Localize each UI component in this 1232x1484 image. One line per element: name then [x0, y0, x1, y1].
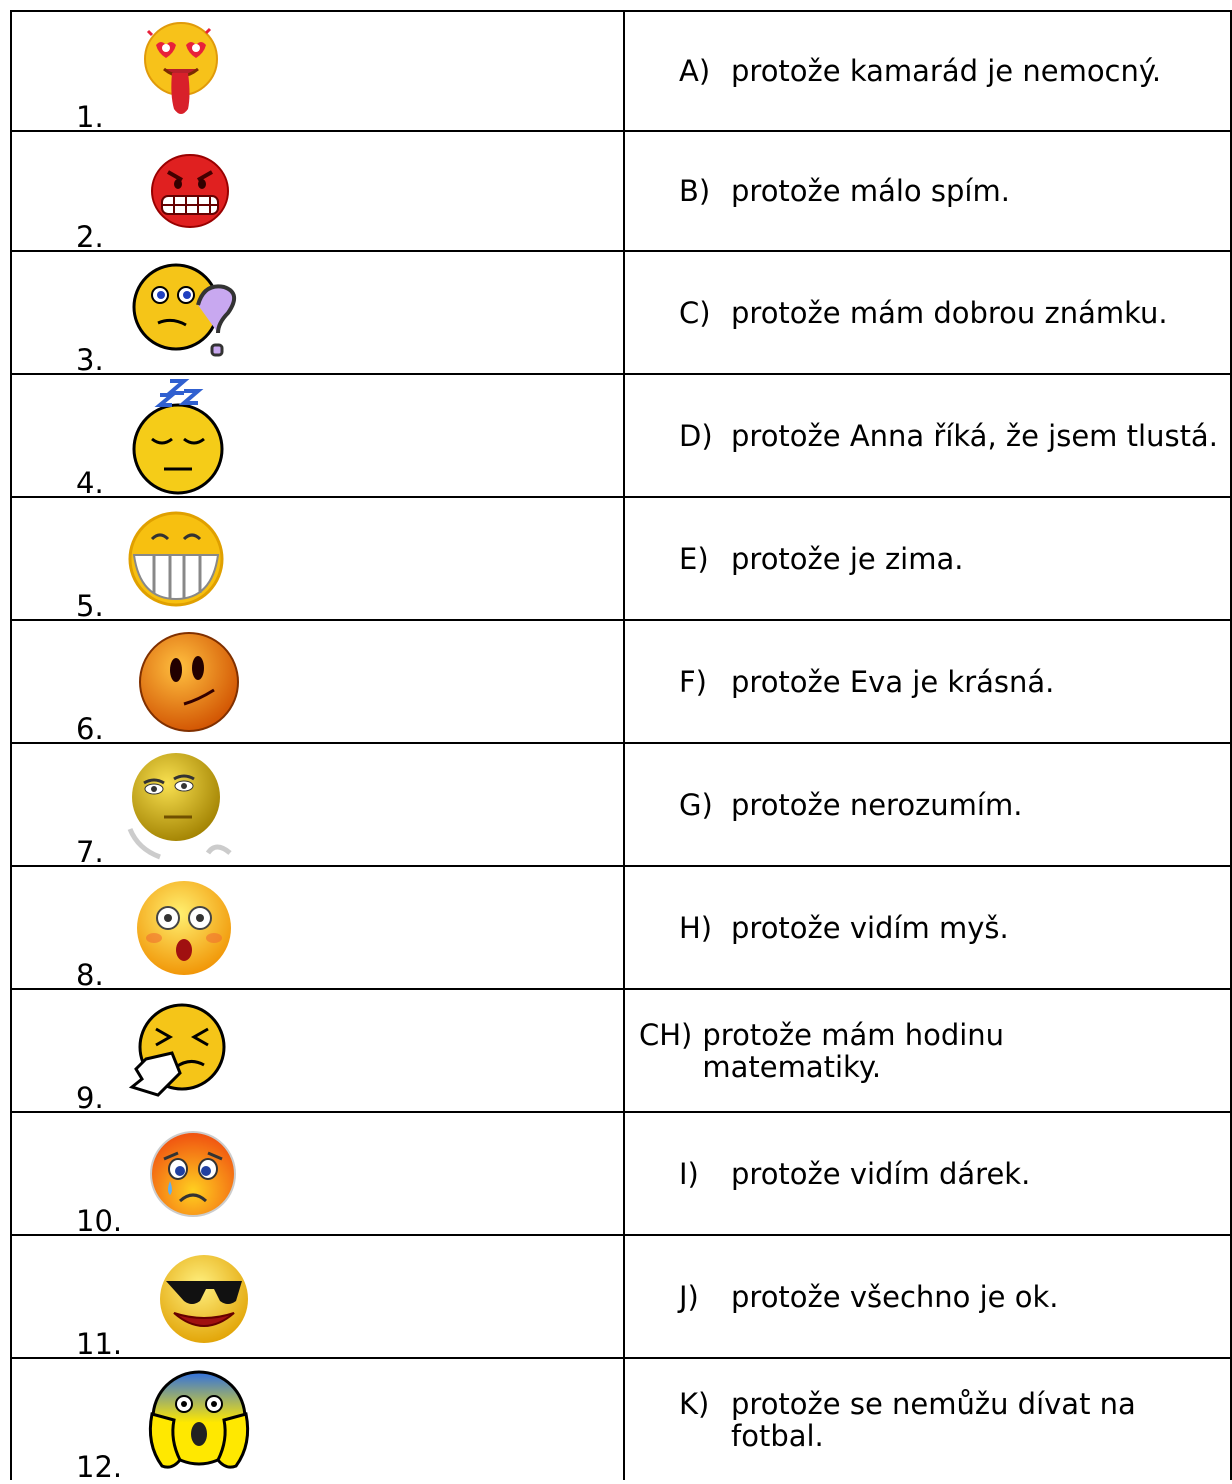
- answer-letter: E): [679, 541, 709, 576]
- answer-cell: [623, 742, 1232, 865]
- answer-cell: [623, 250, 1232, 373]
- matching-table: [10, 10, 1232, 1484]
- sleeping-zzz-icon: [130, 377, 228, 495]
- answer-cell: [623, 865, 1232, 988]
- emoji-cell: [10, 1357, 623, 1484]
- skeptical-face-icon: [136, 630, 242, 734]
- answer-cell: [623, 988, 1232, 1111]
- sunglasses-cool-icon: [154, 1247, 254, 1347]
- answer-letter: C): [679, 295, 711, 330]
- answer-text: protože kamarád je nemocný.: [731, 54, 1162, 88]
- answer-item: [679, 55, 1219, 87]
- row-number: 6.: [76, 712, 104, 746]
- emoji-cell: [10, 619, 623, 746]
- heart-eyes-tongue-icon: [138, 21, 224, 121]
- emoji-cell: [10, 496, 623, 623]
- bored-face-icon: [124, 749, 242, 861]
- answer-item: [679, 912, 1219, 944]
- row-number: 4.: [76, 466, 104, 500]
- emoji-cell: [10, 373, 623, 500]
- row-number: 11.: [76, 1327, 123, 1361]
- answer-cell: [623, 1111, 1232, 1234]
- row-number: 5.: [76, 589, 104, 623]
- row-number: 1.: [76, 100, 104, 134]
- answer-item: [679, 1281, 1219, 1313]
- answer-text: protože mám dobrou známku.: [731, 295, 1168, 330]
- answer-letter: G): [679, 787, 713, 822]
- answer-cell: [623, 373, 1232, 496]
- emoji-cell: [10, 742, 623, 869]
- answer-cell: [623, 130, 1232, 250]
- answer-cell: [623, 1234, 1232, 1357]
- row-number: 3.: [76, 343, 104, 377]
- answer-item: [679, 1388, 1219, 1452]
- answer-letter: H): [679, 910, 713, 945]
- answer-item: [639, 1019, 1179, 1083]
- crying-face-icon: [148, 1129, 238, 1219]
- answer-cell: [623, 1357, 1232, 1480]
- emoji-cell: [10, 1111, 623, 1238]
- row-number: 7.: [76, 835, 104, 869]
- answer-text: protože vidím dárek.: [731, 1156, 1031, 1191]
- answer-letter: B): [679, 174, 711, 208]
- answer-item: [679, 297, 1219, 329]
- answer-letter: CH): [639, 1017, 693, 1052]
- answer-item: [679, 1158, 1219, 1190]
- answer-letter: J): [679, 1279, 699, 1314]
- big-grin-icon: [126, 509, 226, 609]
- answer-letter: F): [679, 664, 707, 699]
- answer-cell: [623, 496, 1232, 619]
- sneezing-tissue-icon: [126, 1001, 226, 1101]
- answer-text: protože mám hodinu matematiky.: [702, 1017, 1005, 1084]
- answer-item: [679, 175, 1219, 207]
- row-number: 10.: [76, 1204, 123, 1238]
- answer-item: [679, 789, 1219, 821]
- emoji-cell: [10, 250, 623, 377]
- row-number: 8.: [76, 958, 104, 992]
- surprised-face-icon: [134, 878, 234, 978]
- answer-text: protože je zima.: [731, 541, 964, 576]
- confused-question-icon: [130, 261, 238, 365]
- answer-item: [679, 543, 1219, 575]
- emoji-cell: [10, 988, 623, 1115]
- emoji-cell: [10, 130, 623, 254]
- answer-text: protože Anna říká, že jsem tlustá.: [731, 418, 1218, 453]
- answer-text: protože všechno je ok.: [731, 1279, 1059, 1314]
- row-number: 9.: [76, 1081, 104, 1115]
- answer-text: protože nerozumím.: [731, 787, 1023, 822]
- answer-letter: A): [679, 54, 711, 88]
- answer-text: protože vidím myš.: [731, 910, 1009, 945]
- answer-cell: [623, 10, 1232, 130]
- answer-item: [679, 666, 1219, 698]
- angry-red-face-icon: [148, 152, 232, 230]
- answer-letter: D): [679, 418, 713, 453]
- emoji-cell: [10, 10, 623, 134]
- emoji-cell: [10, 1234, 623, 1361]
- answer-cell: [623, 619, 1232, 742]
- answer-item: [679, 420, 1219, 452]
- answer-text: protože se nemůžu dívat na fotbal.: [731, 1386, 1136, 1453]
- answer-text: protože Eva je krásná.: [731, 664, 1055, 699]
- row-number: 12.: [76, 1450, 123, 1484]
- answer-letter: K): [679, 1386, 710, 1421]
- row-number: 2.: [76, 220, 104, 254]
- answer-letter: I): [679, 1156, 699, 1191]
- emoji-cell: [10, 865, 623, 992]
- answer-text: protože málo spím.: [731, 174, 1010, 208]
- screaming-fear-icon: [142, 1364, 256, 1476]
